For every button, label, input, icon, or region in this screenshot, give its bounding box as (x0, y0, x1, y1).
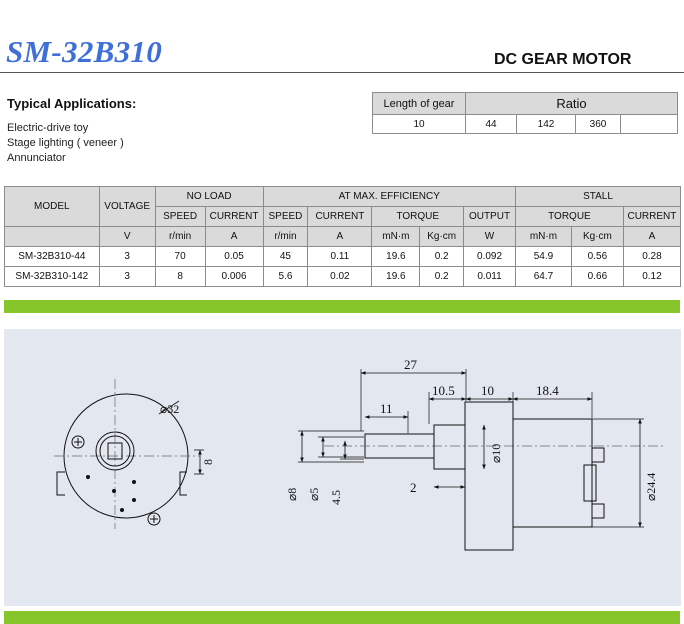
length-of-gear-header: Length of gear (373, 93, 466, 115)
data-cell: 0.092 (464, 247, 516, 267)
data-cell: 0.11 (308, 247, 372, 267)
data-cell: 3 (99, 267, 155, 287)
no-load-speed-header: SPEED (155, 207, 205, 227)
max-eff-speed-header: SPEED (263, 207, 308, 227)
shaft-flat-label: 11 (380, 401, 393, 416)
ratio-table (372, 92, 678, 134)
data-cell: 0.2 (420, 247, 464, 267)
data-cell: 0.56 (571, 247, 623, 267)
front-view (54, 379, 204, 529)
flange-offset-label: 10.5 (432, 383, 455, 398)
data-cell: 0.02 (308, 267, 372, 287)
boss-length-label: 2 (410, 480, 417, 495)
max-eff-torque-header: TORQUE (372, 207, 464, 227)
max-eff-current-header: CURRENT (308, 207, 372, 227)
table-row (5, 267, 681, 287)
model-cell: SM-32B310-142 (5, 267, 100, 287)
unit-cell: A (205, 227, 263, 247)
no-load-current-header: CURRENT (205, 207, 263, 227)
model-unit-cell (5, 227, 100, 247)
max-eff-output-header: OUTPUT (464, 207, 516, 227)
unit-cell: W (464, 227, 516, 247)
gear-width-label: 10 (481, 383, 494, 398)
green-divider-bottom (4, 611, 680, 624)
data-cell: 0.66 (571, 267, 623, 287)
application-item: Annunciator (7, 152, 66, 164)
unit-cell: mN·m (515, 227, 571, 247)
data-cell: 64.7 (515, 267, 571, 287)
application-item: Electric-drive toy (7, 122, 89, 134)
ratio-value: 360 (576, 115, 621, 134)
data-cell: 19.6 (372, 267, 420, 287)
stall-header: STALL (515, 187, 680, 207)
ratio-value (621, 115, 678, 134)
data-cell: 0.006 (205, 267, 263, 287)
data-cell: 3 (99, 247, 155, 267)
side-offset-label: 8 (201, 459, 215, 465)
motor-length-label: 18.4 (536, 383, 559, 398)
stall-current-header: CURRENT (623, 207, 680, 227)
green-divider-top (4, 300, 680, 313)
unit-cell: r/min (155, 227, 205, 247)
flat-depth-label: 4.5 (329, 490, 343, 505)
data-cell: 0.2 (420, 267, 464, 287)
ratio-value: 142 (517, 115, 576, 134)
motor-can (513, 419, 592, 527)
voltage-header: VOLTAGE (99, 187, 155, 227)
data-cell: 8 (155, 267, 205, 287)
ratio-header: Ratio (466, 93, 678, 115)
data-cell: 0.011 (464, 267, 516, 287)
gear-length-value: 10 (373, 115, 466, 134)
data-cell: 0.05 (205, 247, 263, 267)
unit-cell: Kg·cm (420, 227, 464, 247)
hub-diameter-label: ⌀8 (285, 487, 299, 501)
ratio-value: 44 (466, 115, 517, 134)
face-diameter-label: ⌀32 (160, 402, 180, 416)
no-load-header: NO LOAD (155, 187, 263, 207)
unit-cell: r/min (263, 227, 308, 247)
motor-diameter-label: ⌀24.4 (644, 472, 658, 501)
spec-table (4, 186, 681, 287)
shaft-diameter-label: ⌀5 (307, 487, 321, 501)
gear-housing (434, 425, 465, 469)
data-cell: 19.6 (372, 247, 420, 267)
data-cell: 5.6 (263, 267, 308, 287)
unit-cell: Kg·cm (571, 227, 623, 247)
unit-cell: A (308, 227, 372, 247)
table-row (5, 247, 681, 267)
data-cell: 54.9 (515, 247, 571, 267)
applications-heading: Typical Applications: (7, 96, 137, 111)
data-cell: 70 (155, 247, 205, 267)
unit-cell: A (623, 227, 680, 247)
overall-length-label: 27 (404, 357, 417, 372)
stall-torque-header: TORQUE (515, 207, 623, 227)
gear-diameter-label: ⌀10 (489, 443, 503, 463)
product-type: DC GEAR MOTOR (494, 51, 632, 68)
voltage-unit: V (99, 227, 155, 247)
model-header: MODEL (5, 187, 100, 227)
model-cell: SM-32B310-44 (5, 247, 100, 267)
model-title: SM-32B310 (6, 34, 163, 69)
data-cell: 45 (263, 247, 308, 267)
unit-cell: mN·m (372, 227, 420, 247)
application-item: Stage lighting ( veneer ) (7, 137, 124, 149)
technical-drawing (4, 329, 681, 606)
data-cell: 0.28 (623, 247, 680, 267)
header-divider (0, 72, 684, 73)
max-efficiency-header: AT MAX. EFFICIENCY (263, 187, 515, 207)
data-cell: 0.12 (623, 267, 680, 287)
gearbox-flange (465, 402, 513, 550)
